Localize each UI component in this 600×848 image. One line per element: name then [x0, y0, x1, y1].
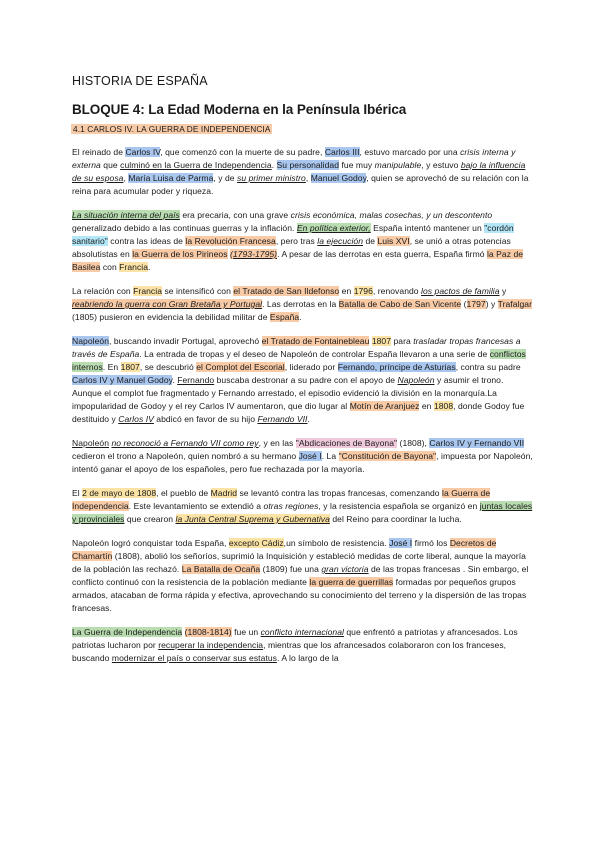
text-run: conflicto internacional [260, 627, 344, 637]
text-run: , buscando invadir Portugal, aprovechó [109, 336, 262, 346]
text-run: que crearon [124, 514, 176, 524]
text-run: . La [321, 451, 339, 461]
paragraph [72, 285, 534, 324]
text-run: recuperar la independencia [158, 640, 264, 650]
text-run: , y en las [258, 438, 296, 448]
highlighted-text: excepto Cádiz [228, 538, 284, 548]
text-run: los pactos de familia [421, 286, 500, 296]
text-run: del Reino para coordinar la lucha. [329, 514, 462, 524]
paragraphs-container [72, 146, 534, 665]
text-run: que enfrentó a patriotas y afrancesados. Los patriotas lucharon por [72, 627, 518, 650]
text-run: , y de [213, 173, 238, 183]
text-run: (1809) fue una [260, 564, 322, 574]
highlighted-text: José I [389, 538, 413, 548]
text-run: la ejecución [317, 236, 364, 246]
text-run: . [148, 262, 151, 272]
text-run: para [391, 336, 414, 346]
highlighted-text: la Junta Central Suprema y Gubernativa [175, 514, 330, 524]
text-run: ) y [485, 299, 498, 309]
text-run: gran victoria [321, 564, 369, 574]
text-run: España intentó mantener un [370, 223, 485, 233]
text-run: fue un [231, 627, 261, 637]
highlighted-text: Francia [133, 286, 163, 296]
text-run: que [100, 160, 121, 170]
highlighted-text: 1807 [371, 336, 392, 346]
text-run: ,un símbolo de resistencia. [283, 538, 390, 548]
highlighted-text: 1797 [466, 299, 486, 309]
text-run: (1808), [397, 438, 430, 448]
text-run: su primer ministro [237, 173, 306, 183]
highlighted-text: juntas locales y provinciales [72, 501, 533, 524]
highlighted-text: la Guerra de los Pirineos [132, 249, 228, 259]
text-run: se levantó contra las tropas francesas, comenzando [237, 488, 443, 498]
highlighted-text: Decretos de Chamartín [72, 538, 497, 561]
highlighted-text: "Constitución de Bayona" [338, 451, 437, 461]
text-run: . Este levantamiento se extendió a [128, 501, 264, 511]
paragraph [72, 335, 534, 426]
text-run: , estuvo marcado por una [359, 147, 461, 157]
highlighted-text: (1793-1795) [229, 249, 278, 259]
highlighted-text: María Luisa de Parma [128, 173, 214, 183]
text-run: , el pueblo de [156, 488, 211, 498]
highlighted-text: José I [298, 451, 322, 461]
highlighted-text: 1807 [120, 362, 140, 372]
text-run: . [307, 414, 310, 424]
highlighted-text: "Abdicaciones de Bayona" [295, 438, 398, 448]
text-run: (1808), abolió los señoríos, suprimió la Inquisición y estableció medidas de corte liberal, aunque la mayoría de la población las rechazó. [72, 551, 526, 574]
text-run: , liderado por [284, 362, 338, 372]
text-run: , pero tras [275, 236, 318, 246]
highlighted-text: Manuel Godoy [310, 173, 367, 183]
text-run: . A pesar de las derrotas en esta guerra, España firmó [277, 249, 487, 259]
highlighted-text: Napoleón [72, 336, 109, 346]
text-run: en [339, 286, 354, 296]
highlighted-text: Madrid [210, 488, 238, 498]
text-run: modernizar el país o conservar sus estatus [111, 653, 277, 663]
highlighted-text: (1808-1814) [184, 627, 232, 637]
highlighted-text: Fernando, príncipe de Asturias [337, 362, 456, 372]
paragraph [72, 146, 534, 198]
highlighted-text: la guerra de guerrillas [309, 577, 394, 587]
text-run: de las tropas francesas . Sin embargo, el conflicto continuó con la resistencia de la población mediante [72, 564, 529, 587]
section-subtitle: 4.1 CARLOS IV. LA GUERRA DE INDEPENDENCIA [73, 124, 271, 134]
paragraph [72, 626, 534, 665]
paragraph [72, 209, 534, 274]
text-run: firmó los [412, 538, 450, 548]
highlighted-text: el Complot del Escorial [196, 362, 285, 372]
text-run: contra las ideas de [107, 236, 186, 246]
text-run: (1805) pusieron en evidencia la debilidad militar de [72, 312, 270, 322]
text-run: crisis interna y externa [72, 147, 516, 170]
text-run: fue muy [339, 160, 375, 170]
highlighted-text: Carlos IV y Fernando VII [429, 438, 525, 448]
highlighted-text: Luis XVI [377, 236, 410, 246]
text-run: . [172, 375, 178, 385]
text-run: Fernando VII [257, 414, 308, 424]
text-run: , se descubrió [139, 362, 197, 372]
text-run: bajo la influencia de su esposa [72, 160, 526, 183]
highlighted-text: reabriendo la guerra con Gran Bretaña y Portugal [72, 299, 263, 309]
text-run: . Las derrotas en la [262, 299, 339, 309]
text-run: ( [461, 299, 467, 309]
highlighted-text: la Paz de Basilea [72, 249, 524, 272]
text-run: , [123, 173, 129, 183]
text-run: . A lo largo de la [276, 653, 339, 663]
highlighted-text: Batalla de Cabo de San Vicente [338, 299, 462, 309]
text-run: La relación con [72, 286, 134, 296]
highlighted-text: la Guerra de Independencia [72, 488, 491, 511]
text-run: . En [102, 362, 121, 372]
text-run: , contra su padre [455, 362, 521, 372]
highlighted-text: La Guerra de Independencia [72, 627, 183, 637]
highlighted-text: 1796 [353, 286, 373, 296]
highlighted-text: Trafalgar [497, 299, 532, 309]
highlighted-text: En política exterior, [296, 223, 371, 233]
text-run: cedieron el trono a Napoleón, quien nombró a su hermano [72, 451, 299, 461]
text-run: , y estuvo [421, 160, 461, 170]
paragraph [72, 437, 534, 476]
text-run: se intensificó con [162, 286, 234, 296]
text-run: , renovando [372, 286, 422, 296]
highlighted-text: La situación interna del país [72, 210, 180, 220]
text-run: , quien se aprovechó de su relación con la reina para acumular poder y riqueza. [72, 173, 529, 196]
text-run: . [271, 160, 277, 170]
highlighted-text: "cordón sanitario" [72, 223, 514, 246]
document-title: HISTORIA DE ESPAÑA [72, 74, 208, 88]
highlighted-text: 1808 [433, 401, 454, 411]
text-run: formadas por pequeños grupos armados, atacaban de forma rápida y efectiva, aprovechando su conocimiento del terreno y la dispersión de las tropas francesas. [72, 577, 527, 613]
text-run: El reinado de [72, 147, 126, 157]
paragraph [72, 487, 534, 526]
text-run: Napoleón [72, 438, 109, 448]
text-run: buscaba destronar a su padre con el apoyo de [214, 375, 398, 385]
text-run: , impuesta por Napoleón, intentó ganar el apoyo de los españoles, pero fue rechazada por la mayoría. [72, 451, 533, 474]
text-run: El [72, 488, 83, 498]
text-run: . [299, 312, 302, 322]
highlighted-text: conflictos internos [72, 349, 526, 372]
highlighted-text: 2 de mayo de 1808 [82, 488, 157, 498]
highlighted-text: el Tratado de San Ildefonso [233, 286, 340, 296]
text-run: Napoleón [397, 375, 435, 385]
paragraph [72, 537, 534, 615]
text-run: en [419, 401, 434, 411]
text-run: , que comenzó con la muerte de su padre, [160, 147, 325, 157]
text-run: , donde Godoy fue destituido y [72, 401, 525, 424]
text-run: trasladar tropas francesas a través de España [72, 336, 521, 359]
text-run: Carlos IV [118, 414, 154, 424]
text-run: manipulable [374, 160, 422, 170]
text-run: . La entrada de tropas y el deseo de Napoleón de controlar España llevaron a una serie de [139, 349, 490, 359]
text-run: no reconoció a Fernando VII como rey [111, 438, 259, 448]
highlighted-text: Carlos III [324, 147, 360, 157]
text-run: y [499, 286, 507, 296]
text-run: Napoleón logró conquistar toda España, [72, 538, 229, 548]
highlighted-text: la Revolución Francesa [185, 236, 276, 246]
highlighted-text: Motín de Aranjuez [349, 401, 420, 411]
highlighted-text: Su personalidad [276, 160, 340, 170]
highlighted-text: el Tratado de Fontainebleau [261, 336, 370, 346]
text-run: culminó en la Guerra de Independencia [120, 160, 272, 170]
text-run: abdicó en favor de su hijo [153, 414, 258, 424]
text-run: , [305, 173, 311, 183]
text-run: , y la resistencia española se organizó en [318, 501, 480, 511]
text-run: , mientras que los afrancesados colaboraron con los franceses, buscando [72, 640, 507, 663]
highlighted-text: La Batalla de Ocaña [181, 564, 261, 574]
text-run: era precaria, con una grave [179, 210, 291, 220]
text-run: otras regiones [263, 501, 319, 511]
document-body [72, 74, 534, 676]
highlighted-text: Francia [119, 262, 149, 272]
text-run: generalizado debido a las continuas guerras y la inflación. [72, 223, 297, 233]
text-run: de [363, 236, 378, 246]
text-run: , se unió a otras potencias absolutistas en [72, 236, 511, 259]
highlighted-text: Carlos IV [125, 147, 161, 157]
text-run: con [100, 262, 120, 272]
highlighted-text: España [269, 312, 300, 322]
block-heading: BLOQUE 4: La Edad Moderna en la Península Ibérica [72, 102, 407, 117]
text-run: crisis económica, malas cosechas, y un descontento [290, 210, 493, 220]
text-run: Fernando [177, 375, 215, 385]
highlighted-text: Carlos IV y Manuel Godoy [72, 375, 173, 385]
text-run: y asumir el trono. Aunque el complot fue fragmentado y Fernando arrestado, el episodio evidenció la división en la monarquía.La impopularidad de Godoy y el rey Carlos IV aumentaron, que dio lugar al [72, 375, 504, 411]
